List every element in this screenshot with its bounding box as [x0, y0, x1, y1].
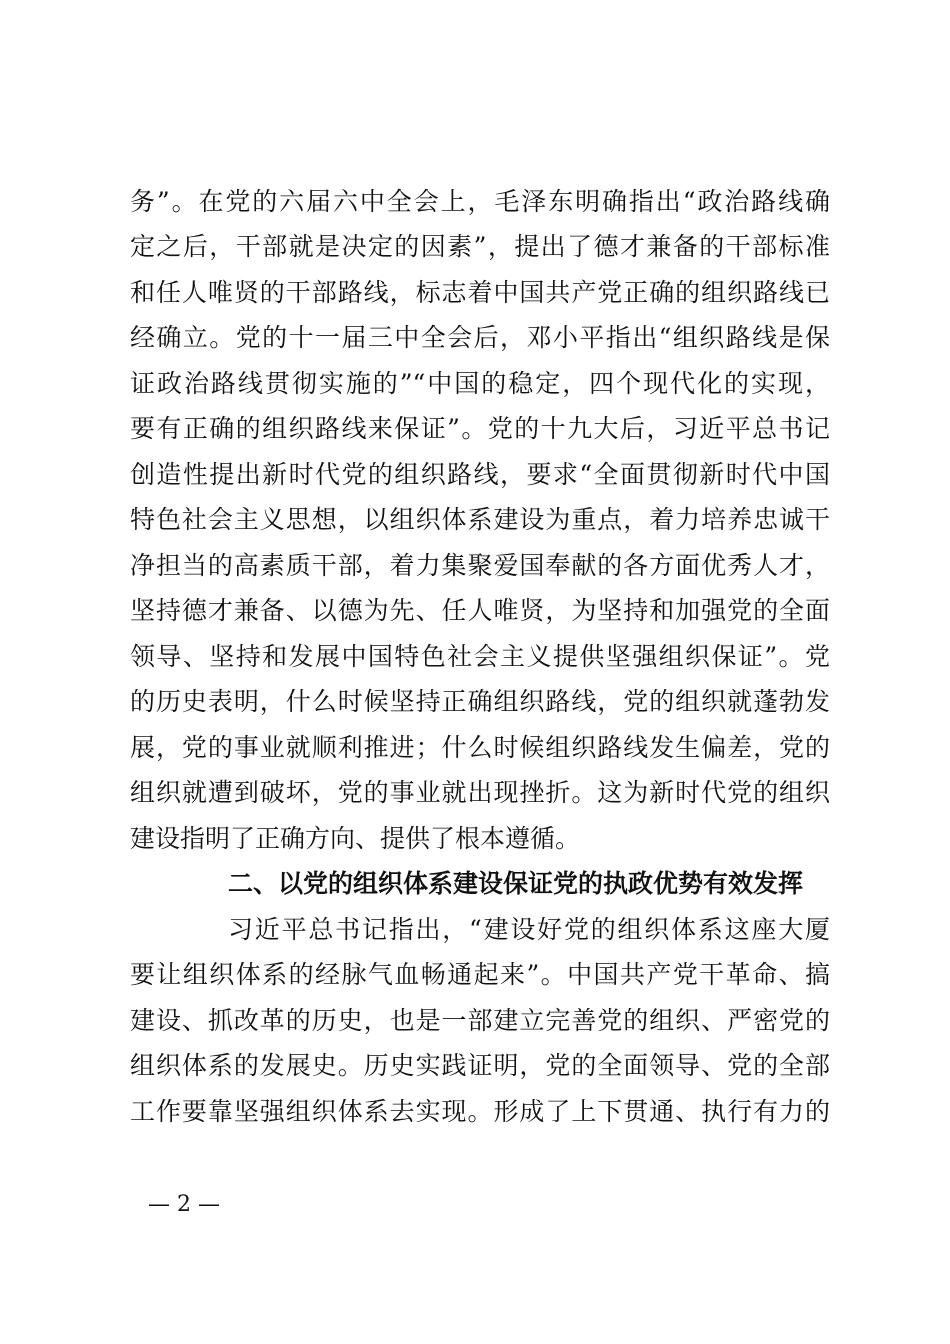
- paragraph-2-line-3: 建设、抓改革的历史，也是一部建立完善党的组织、严密党的: [130, 1006, 830, 1035]
- paragraph-2-line-1: 习近平总书记指出，“建设好党的组织体系这座大厦: [228, 915, 830, 944]
- paragraph-1-line-5: 证政治路线贯彻实施的”“中国的稳定，四个现代化的实现，: [130, 369, 830, 398]
- paragraph-2-line-2: 要让组织体系的经脉气血畅通起来”。中国共产党干革命、搞: [130, 960, 830, 989]
- paragraph-1-line-12: 的历史表明，什么时候坚持正确组织路线，党的组织就蓬勃发: [130, 687, 830, 716]
- paragraph-1-line-15: 建设指明了正确方向、提供了根本遵循。: [130, 824, 581, 853]
- paragraph-1-line-8: 特色社会主义思想，以组织体系建设为重点，着力培养忠诚干: [130, 505, 830, 534]
- paragraph-1-line-1: 务”。在党的六届六中全会上，毛泽东明确指出“政治路线确: [130, 187, 830, 216]
- paragraph-1-line-9: 净担当的高素质干部，着力集聚爱国奉献的各方面优秀人才，: [130, 551, 830, 580]
- paragraph-2-line-4: 组织体系的发展史。历史实践证明，党的全面领导、党的全部: [130, 1051, 830, 1080]
- paragraph-1-line-14: 组织就遭到破坏，党的事业就出现挫折。这为新时代党的组织: [130, 778, 830, 807]
- paragraph-1-line-6: 要有正确的组织路线来保证”。党的十九大后，习近平总书记: [130, 414, 830, 443]
- paragraph-1-line-2: 定之后，干部就是决定的因素”，提出了德才兼备的干部标准: [130, 232, 830, 261]
- paragraph-1-line-11: 领导、坚持和发展中国特色社会主义提供坚强组织保证”。党: [130, 642, 830, 671]
- paragraph-2-line-5: 工作要靠坚强组织体系去实现。形成了上下贯通、执行有力的: [130, 1097, 830, 1126]
- paragraph-1-line-4: 经确立。党的十一届三中全会后，邓小平指出“组织路线是保: [130, 323, 830, 352]
- paragraph-1-line-7: 创造性提出新时代党的组织路线，要求“全面贯彻新时代中国: [130, 460, 830, 489]
- paragraph-1-line-3: 和任人唯贤的干部路线，标志着中国共产党正确的组织路线已: [130, 278, 830, 307]
- paragraph-1-line-13: 展，党的事业就顺利推进；什么时候组织路线发生偏差，党的: [130, 733, 830, 762]
- paragraph-1-line-10: 坚持德才兼备、以德为先、任人唯贤，为坚持和加强党的全面: [130, 596, 830, 625]
- page-number: — 2 —: [148, 1192, 220, 1217]
- section-heading: 二、以党的组织体系建设保证党的执政优势有效发挥: [228, 869, 804, 898]
